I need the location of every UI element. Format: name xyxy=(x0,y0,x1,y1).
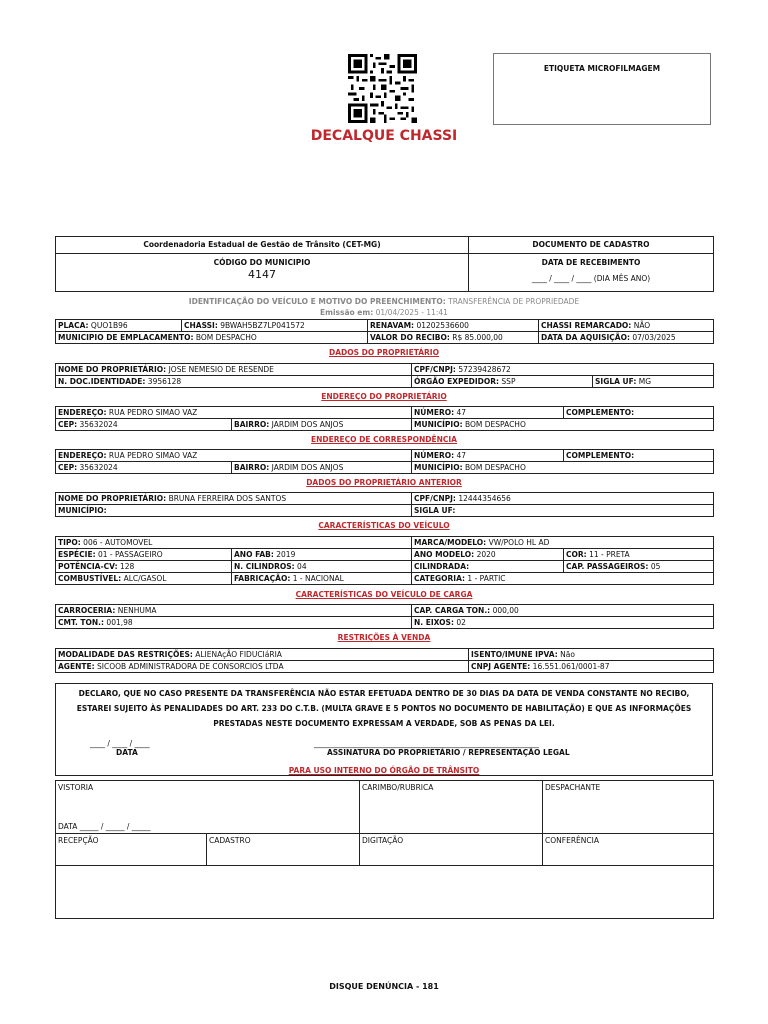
page-title: DECALQUE CHASSI xyxy=(310,128,458,144)
declaracao-line-2: ESTAREI SUJEITO ÀS PENALIDADES DO ART. 233 DO C.T.B. (MULTA GRAVE E 5 PONTOS NO DOCUMENTO DE HABILITAÇÃO) E QUE AS INFORMAÇÕES xyxy=(76,704,692,713)
declaracao-line-3: PRESTADAS NESTE DOCUMENTO EXPRESSAM A VERDADE, SOB AS PENAS DA LEI. xyxy=(213,719,555,728)
anterior-cpf-cell: CPF/CNPJ: 12444354656 xyxy=(412,493,714,505)
declaracao-line-1: DECLARO, QUE NO CASO PRESENTE DA TRANSFERÊNCIA NÃO ESTAR EFETUADA DENTRO DE 30 DIAS DA DATA DE VENDA CONSTANTE NO RECIBO, xyxy=(78,689,690,698)
identificacao-line xyxy=(55,297,713,306)
municipio-code-value: 4147 xyxy=(248,268,276,281)
correspondencia-table xyxy=(55,449,714,474)
conferencia-cell[interactable] xyxy=(543,834,714,866)
cadastro-cell[interactable] xyxy=(207,834,360,866)
municipio-code-label: CÓDIGO DO MUNICIPIO xyxy=(213,258,311,267)
declaracao-box xyxy=(55,683,713,776)
data-recebimento-cell xyxy=(469,254,714,292)
carga-table xyxy=(55,604,714,629)
digitacao-cell[interactable] xyxy=(360,834,543,866)
conferencia-label: CONFERÊNCIA xyxy=(545,836,599,845)
corresp-complemento-cell: COMPLEMENTO: xyxy=(564,450,714,462)
cpf-cell: CPF/CNPJ: 57239428672 xyxy=(412,364,714,376)
fabricacao-cell: FABRICAÇÃO: 1 - NACIONAL xyxy=(232,573,412,585)
corresp-cep-cell: CEP: 35632024 xyxy=(56,462,232,474)
bairro-cell: BAIRRO: JARDIM DOS ANJOS xyxy=(232,419,412,431)
uso-interno-table xyxy=(55,780,714,919)
despachante-label: DESPACHANTE xyxy=(545,783,601,792)
municipio-emplacamento-cell: MUNICIPIO DE EMPLACAMENTO: BOM DESPACHO xyxy=(56,332,368,344)
identificacao-label: IDENTIFICAÇÃO DO VEÍCULO E MOTIVO DO PREENCHIMENTO: xyxy=(188,297,446,306)
vistoria-data-blank: DATA _____ / _____ / _____ xyxy=(58,822,151,831)
observacoes-cell[interactable] xyxy=(56,866,714,919)
ano-modelo-cell: ANO MODELO: 2020 xyxy=(412,549,564,561)
cadastro-label: CADASTRO xyxy=(209,836,251,845)
emissao-line xyxy=(55,308,713,317)
anterior-nome-cell: NOME DO PROPRIETÁRIO: BRUNA FERREIRA DOS SANTOS xyxy=(56,493,412,505)
despachante-cell[interactable] xyxy=(543,781,714,834)
ano-fab-cell: ANO FAB: 2019 xyxy=(232,549,412,561)
cap-carga-cell: CAP. CARGA TON.: 000,00 xyxy=(412,605,714,617)
chassi-remarcado-cell: CHASSI REMARCADO: NÃO xyxy=(539,320,714,332)
declaracao-date-blank: ____ / ____ / ____ xyxy=(90,739,150,748)
modalidade-cell: MODALIDADE DAS RESTRIÇÕES: ALIENAçÃO FIDUCIáRIA xyxy=(56,649,469,661)
digitacao-label: DIGITAÇÃO xyxy=(362,836,404,845)
valor-recibo-cell: VALOR DO RECIBO: R$ 85.000,00 xyxy=(368,332,539,344)
complemento-cell: COMPLEMENTO: xyxy=(564,407,714,419)
section-proprietario-anterior: DADOS DO PROPRIETÁRIO ANTERIOR xyxy=(306,478,462,487)
disque-denuncia-footer: DISQUE DENÚNCIA - 181 xyxy=(329,982,439,991)
qr-code xyxy=(346,54,419,123)
declaracao-date-label: DATA xyxy=(116,748,138,757)
municipio-cell: MUNICÍPIO: BOM DESPACHO xyxy=(412,419,714,431)
corresp-numero-cell: NÚMERO: 47 xyxy=(412,450,564,462)
data-aquisicao-cell: DATA DA AQUISIÇÃO: 07/03/2025 xyxy=(539,332,714,344)
agente-cell: AGENTE: SICOOB ADMINISTRADORA DE CONSORCIOS LTDA xyxy=(56,661,469,673)
cilindros-cell: N. CILINDROS: 04 xyxy=(232,561,412,573)
recepcao-cell[interactable] xyxy=(56,834,207,866)
org-name: Coordenadoria Estadual de Gestão de Trânsito (CET-MG) xyxy=(56,237,469,254)
restricoes-table xyxy=(55,648,714,673)
proprietario-table xyxy=(55,363,714,388)
doc-identidade-cell: N. DOC.IDENTIDADE: 3956128 xyxy=(56,376,412,388)
endereco-table xyxy=(55,406,714,431)
carroceria-cell: CARROCERIA: NENHUMA xyxy=(56,605,412,617)
header-table xyxy=(55,236,714,292)
chassi-cell: CHASSI: 9BWAH5BZ7LP041572 xyxy=(182,320,368,332)
declaracao-sign-label: ASSINATURA DO PROPRIETÁRIO / REPRESENTAÇÃO LEGAL xyxy=(327,748,570,757)
identificacao-value: TRANSFERÊNCIA DE PROPRIEDADE xyxy=(448,297,580,306)
eixos-cell: N. EIXOS: 02 xyxy=(412,617,714,629)
section-restricoes: RESTRIÇÕES À VENDA xyxy=(337,633,431,642)
renavam-cell: RENAVAM: 01202536600 xyxy=(368,320,539,332)
etiqueta-label: ETIQUETA MICROFILMAGEM xyxy=(543,64,661,73)
section-proprietario: DADOS DO PROPRIETÁRIO xyxy=(329,348,439,357)
section-carga: CARACTERÍSTICAS DO VEÍCULO DE CARGA xyxy=(295,590,473,599)
tipo-cell: TIPO: 006 - AUTOMOVEL xyxy=(56,537,412,549)
orgao-expedidor-cell: ÓRGÃO EXPEDIDOR: SSP xyxy=(412,376,593,388)
especie-cell: ESPÉCIE: 01 - PASSAGEIRO xyxy=(56,549,232,561)
endereco-cell: ENDEREÇO: RUA PEDRO SIMAO VAZ xyxy=(56,407,412,419)
cmt-cell: CMT. TON.: 001,98 xyxy=(56,617,412,629)
combustivel-cell: COMBUSTÍVEL: ALC/GASOL xyxy=(56,573,232,585)
categoria-cell: CATEGORIA: 1 - PARTIC xyxy=(412,573,714,585)
data-recebimento-blank: ____ / ____ / ____ (DIA MÊS ANO) xyxy=(531,274,651,283)
sigla-uf-cell: SIGLA UF: MG xyxy=(593,376,714,388)
marca-modelo-cell: MARCA/MODELO: VW/POLO HL AD xyxy=(412,537,714,549)
placa-cell: PLACA: QUO1B96 xyxy=(56,320,182,332)
potencia-cell: POTÊNCIA-CV: 128 xyxy=(56,561,232,573)
cep-cell: CEP: 35632024 xyxy=(56,419,232,431)
emissao-label: Emissão em: xyxy=(320,308,374,317)
municipio-code-cell xyxy=(56,254,469,292)
emissao-value: 01/04/2025 - 11:41 xyxy=(375,308,448,317)
cilindrada-cell: CILINDRADA: xyxy=(412,561,564,573)
vehicle-table xyxy=(55,319,714,344)
carimbo-label: CARIMBO/RUBRICA xyxy=(362,783,434,792)
anterior-uf-cell: SIGLA UF: xyxy=(412,505,714,517)
caracteristicas-table xyxy=(55,536,714,585)
anterior-municipio-cell: MUNICÍPIO: xyxy=(56,505,412,517)
section-endereco: ENDEREÇO DO PROPRIETÁRIO xyxy=(321,392,447,401)
cnpj-agente-cell: CNPJ AGENTE: 16.551.061/0001-87 xyxy=(469,661,714,673)
anterior-table xyxy=(55,492,714,517)
section-uso-interno: PARA USO INTERNO DO ÓRGÃO DE TRÂNSITO xyxy=(288,766,480,775)
section-caracteristicas: CARACTERÍSTICAS DO VEÍCULO xyxy=(318,521,450,530)
ipva-cell: ISENTO/IMUNE IPVA: Não xyxy=(469,649,714,661)
declaracao-sign-blank: ____________________________________________________________ xyxy=(314,739,539,748)
corresp-bairro-cell: BAIRRO: JARDIM DOS ANJOS xyxy=(232,462,412,474)
numero-cell: NÚMERO: 47 xyxy=(412,407,564,419)
etiqueta-microfilmagem-box xyxy=(493,53,711,125)
vistoria-label: VISTORIA xyxy=(58,783,94,792)
vistoria-cell[interactable] xyxy=(56,781,360,834)
corresp-endereco-cell: ENDEREÇO: RUA PEDRO SIMAO VAZ xyxy=(56,450,412,462)
cap-passageiros-cell: CAP. PASSAGEIROS: 05 xyxy=(564,561,714,573)
section-correspondencia: ENDEREÇO DE CORRESPONDÊNCIA xyxy=(311,435,457,444)
carimbo-cell[interactable] xyxy=(360,781,543,834)
data-recebimento-label: DATA DE RECEBIMENTO xyxy=(541,258,641,267)
doc-type: DOCUMENTO DE CADASTRO xyxy=(469,237,714,254)
recepcao-label: RECEPÇÃO xyxy=(58,836,99,845)
nome-proprietario-cell: NOME DO PROPRIETÁRIO: JOSE NEMESIO DE RESENDE xyxy=(56,364,412,376)
cor-cell: COR: 11 - PRETA xyxy=(564,549,714,561)
corresp-municipio-cell: MUNICÍPIO: BOM DESPACHO xyxy=(412,462,714,474)
